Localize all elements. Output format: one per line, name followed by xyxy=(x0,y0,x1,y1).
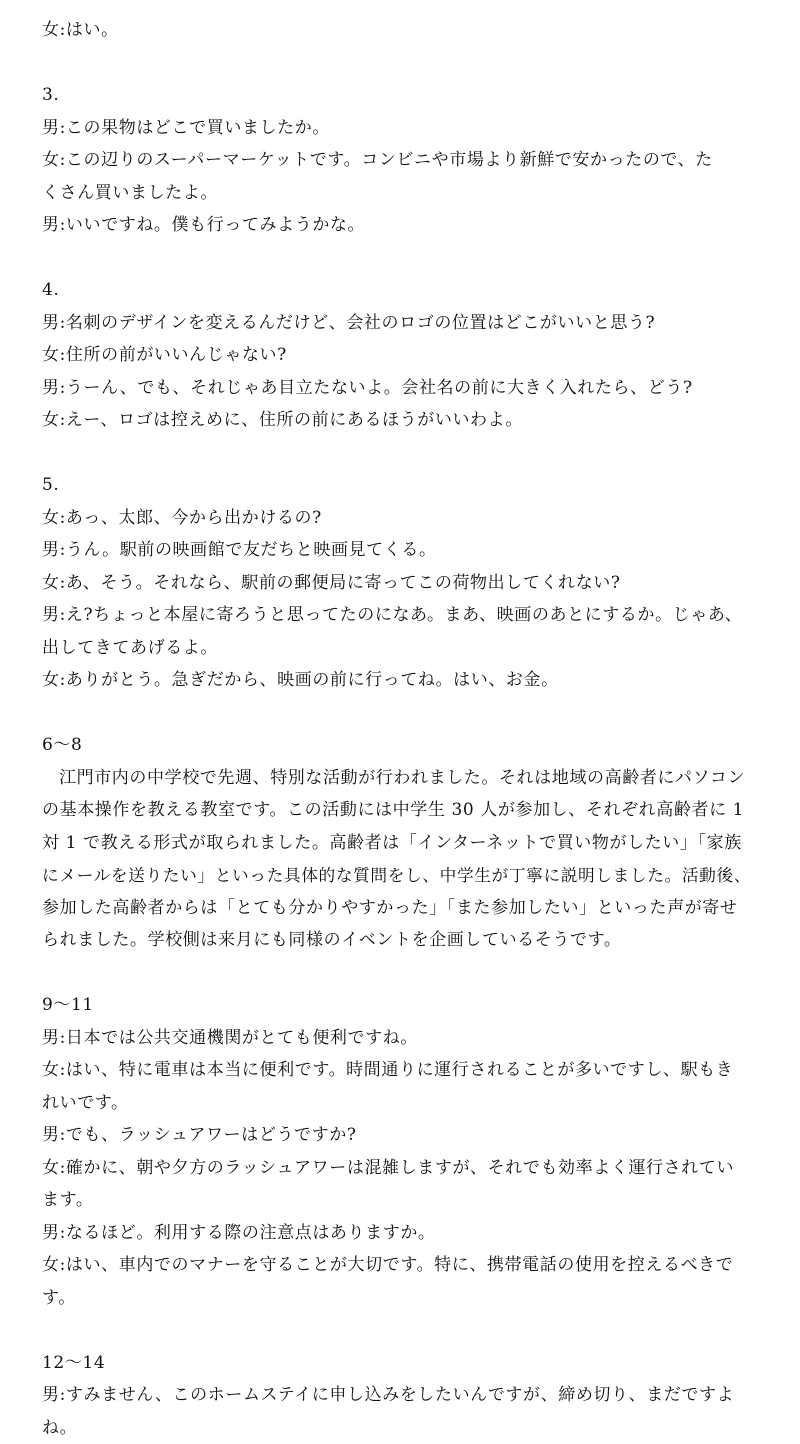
dialogue-line: 女:あ、そう。それなら、駅前の郵便局に寄ってこの荷物出してくれない? xyxy=(42,567,758,600)
dialogue-line: 男:うーん、でも、それじゃあ目立たないよ。会社名の前に大きく入れたら、どう? xyxy=(42,372,758,405)
section-number: 6〜8 xyxy=(42,729,758,762)
dialogue-line: 男:日本では公共交通機関がとても便利ですね。 xyxy=(42,1022,758,1055)
paragraph-line: 江門市内の中学校で先週、特別な活動が行われました。それは地域の高齢者にパソコン xyxy=(42,762,758,795)
dialogue-line: 女:確かに、朝や夕方のラッシュアワーは混雑しますが、それでも効率よく運行されてい xyxy=(42,1152,758,1185)
dialogue-line: 男:名刺のデザインを変えるんだけど、会社のロゴの位置はどこがいいと思う? xyxy=(42,307,758,340)
section-12-14 xyxy=(42,1347,758,1444)
paragraph-line: にメールを送りたい」といった具体的な質問をし、中学生が丁寧に説明しました。活動後、 xyxy=(42,859,758,892)
section-6-8 xyxy=(42,729,758,957)
paragraph-line: られました。学校側は来月にも同様のイベントを企画しているそうです。 xyxy=(42,924,758,957)
dialogue-line-continued: れいです。 xyxy=(42,1087,758,1120)
dialogue-line: 男:え?ちょっと本屋に寄ろうと思ってたのになあ。まあ、映画のあとにするか。じゃあ、 xyxy=(42,599,758,632)
dialogue-line-continued: 出してきてあげるよ。 xyxy=(42,632,758,665)
section-number: 12〜14 xyxy=(42,1347,758,1380)
paragraph-line: の基本操作を教える教室です。この活動には中学生 30 人が参加し、それぞれ高齢者に 1 xyxy=(42,794,758,827)
dialogue-line: 女:はい。 xyxy=(42,14,758,47)
dialogue-line: 女:はい、車内でのマナーを守ることが大切です。特に、携帯電話の使用を控えるべきで xyxy=(42,1249,758,1282)
dialogue-line: 女:あっ、太郎、今から出かけるの? xyxy=(42,502,758,535)
paragraph-line: 対 1 で教える形式が取られました。高齢者は「インターネットで買い物がしたい」「家族 xyxy=(42,827,758,860)
section-9-11 xyxy=(42,989,758,1314)
dialogue-line: 女:ありがとう。急ぎだから、映画の前に行ってね。はい、お金。 xyxy=(42,664,758,697)
dialogue-line-continued: ます。 xyxy=(42,1184,758,1217)
dialogue-line-continued: す。 xyxy=(42,1282,758,1315)
dialogue-line: 男:でも、ラッシュアワーはどうですか? xyxy=(42,1119,758,1152)
dialogue-line: 男:この果物はどこで買いましたか。 xyxy=(42,112,758,145)
section-4 xyxy=(42,274,758,437)
section-5 xyxy=(42,469,758,697)
dialogue-line: 女:はい、特に電車は本当に便利です。時間通りに運行されることが多いですし、駅もき xyxy=(42,1054,758,1087)
dialogue-line-continued: くさん買いましたよ。 xyxy=(42,177,758,210)
paragraph-line: 参加した高齢者からは「とても分かりやすかった」「また参加したい」といった声が寄せ xyxy=(42,892,758,925)
dialogue-line: 男:いいですね。僕も行ってみようかな。 xyxy=(42,209,758,242)
section-3 xyxy=(42,79,758,242)
section-number: 5. xyxy=(42,469,758,502)
dialogue-line: 男:すみません、このホームステイに申し込みをしたいんですが、締め切り、まだですよ xyxy=(42,1379,758,1412)
dialogue-line: 男:うん。駅前の映画館で友だちと映画見てくる。 xyxy=(42,534,758,567)
section-number: 4. xyxy=(42,274,758,307)
dialogue-line: 女:この辺りのスーパーマーケットです。コンビニや市場より新鮮で安かったので、た xyxy=(42,144,758,177)
dialogue-line: 男:なるほど。利用する際の注意点はありますか。 xyxy=(42,1217,758,1250)
section-number: 9〜11 xyxy=(42,989,758,1022)
dialogue-line: 女:住所の前がいいんじゃない? xyxy=(42,339,758,372)
dialogue-line-continued: ね。 xyxy=(42,1412,758,1444)
dialogue-line: 女:えー、ロゴは控えめに、住所の前にあるほうがいいわよ。 xyxy=(42,404,758,437)
section-number: 3. xyxy=(42,79,758,112)
